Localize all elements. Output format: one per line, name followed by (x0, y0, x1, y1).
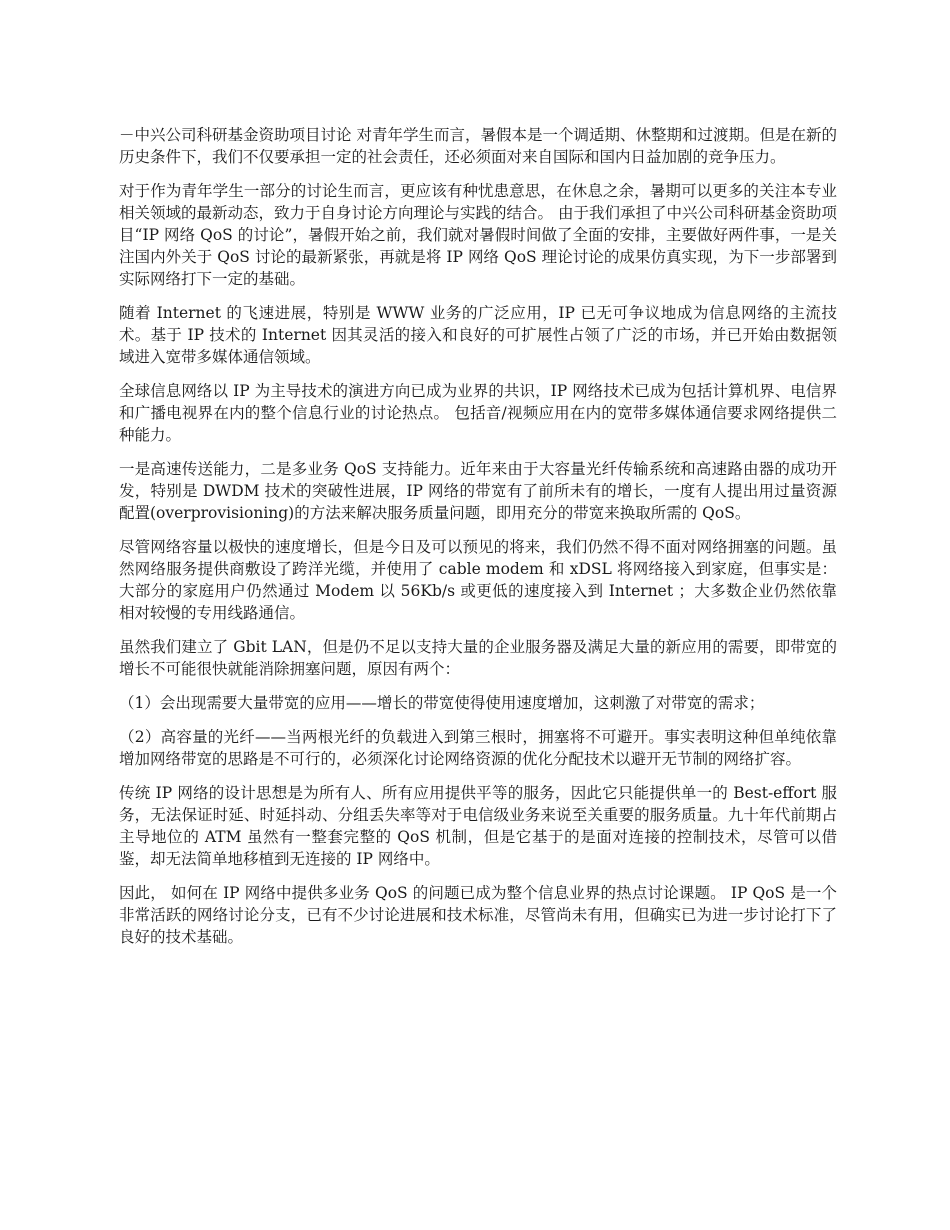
paragraph: 虽然我们建立了 Gbit LAN，但是仍不足以支持大量的企业服务器及满足大量的新应用的需要，即带宽的增长不可能很快就能消除拥塞问题，原因有两个： (119, 638, 837, 678)
paragraph: （1）会出现需要大量带宽的应用——增长的带宽使得使用速度增加，这刺激了对带宽的需求； (119, 694, 765, 712)
paragraph: 随着 Internet 的飞速进展，特别是 WWW 业务的广泛应用，IP 已无可争议地成为信息网络的主流技术。基于 IP 技术的 Internet 因其灵活的接入和良好的可扩展性占领了广泛的市场，并已开始由数据领域进入宽带多媒体通信领域。 (119, 304, 837, 366)
paragraph: 尽管网络容量以极快的速度增长，但是今日及可以预见的将来，我们仍然不得不面对网络拥塞的问题。虽然网络服务提供商敷设了跨洋光缆，并使用了 cable modem 和 xDSL 将网络接入到家庭，但事实是：大部分的家庭用户仍然通过 Modem 以 56Kb/s 或更低的速度接入到 Internet ；大多数企业仍然依靠相对较慢的专用线路通信。 (119, 538, 837, 622)
paragraph: 一是高速传送能力，二是多业务 QoS 支持能力。近年来由于大容量光纤传输系统和高速路由器的成功开发，特别是 DWDM 技术的突破性进展，IP 网络的带宽有了前所未有的增长，一度有人提出用过量资源配置(overprovisioning)的方法来解决服务质量问题，即用充分的带宽来换取所需的 QoS。 (119, 460, 837, 522)
paragraph: 因此， 如何在 IP 网络中提供多业务 QoS 的问题已成为整个信息业界的热点讨论课题。 IP QoS 是一个非常活跃的网络讨论分支，已有不少讨论进展和技术标准，尽管尚未有用，但确实已为进一步讨论打下了良好的技术基础。 (119, 884, 837, 946)
paragraph: 全球信息网络以 IP 为主导技术的演进方向已成为业界的共识，IP 网络技术已成为包括计算机界、电信界和广播电视界在内的整个信息行业的讨论热点。 包括音/视频应用在内的宽带多媒体通信要求网络提供二种能力。 (119, 382, 837, 444)
document-body (119, 124, 837, 960)
paragraph: －中兴公司科研基金资助项目讨论 对青年学生而言，暑假本是一个调适期、休整期和过渡期。但是在新的历史条件下，我们不仅要承担一定的社会责任，还必须面对来自国际和国内日益加剧的竞争压力。 (119, 126, 837, 166)
paragraph: 传统 IP 网络的设计思想是为所有人、所有应用提供平等的服务，因此它只能提供单一的 Best-effort 服务，无法保证时延、时延抖动、分组丢失率等对于电信级业务来说至关重要的服务质量。九十年代前期占主导地位的 ATM 虽然有一整套完整的 QoS 机制，但是它基于的是面对连接的控制技术，尽管可以借鉴，却无法简单地移植到无连接的 IP 网络中。 (119, 784, 837, 868)
paragraph: （2）高容量的光纤——当两根光纤的负载进入到第三根时，拥塞将不可避开。事实表明这种但单纯依靠增加网络带宽的思路是不可行的，必须深化讨论网络资源的优化分配技术以避开无节制的网络扩容。 (119, 728, 837, 768)
paragraph: 对于作为青年学生一部分的讨论生而言，更应该有种忧患意思，在休息之余，暑期可以更多的关注本专业相关领域的最新动态，致力于自身讨论方向理论与实践的结合。 由于我们承担了中兴公司科研基金资助项目“IP 网络 QoS 的讨论”，暑假开始之前，我们就对暑假时间做了全面的安排，主要做好两件事，一是关注国内外关于 QoS 讨论的最新紧张，再就是将 IP 网络 QoS 理论讨论的成果仿真实现，为下一步部署到实际网络打下一定的基础。 (119, 182, 837, 288)
